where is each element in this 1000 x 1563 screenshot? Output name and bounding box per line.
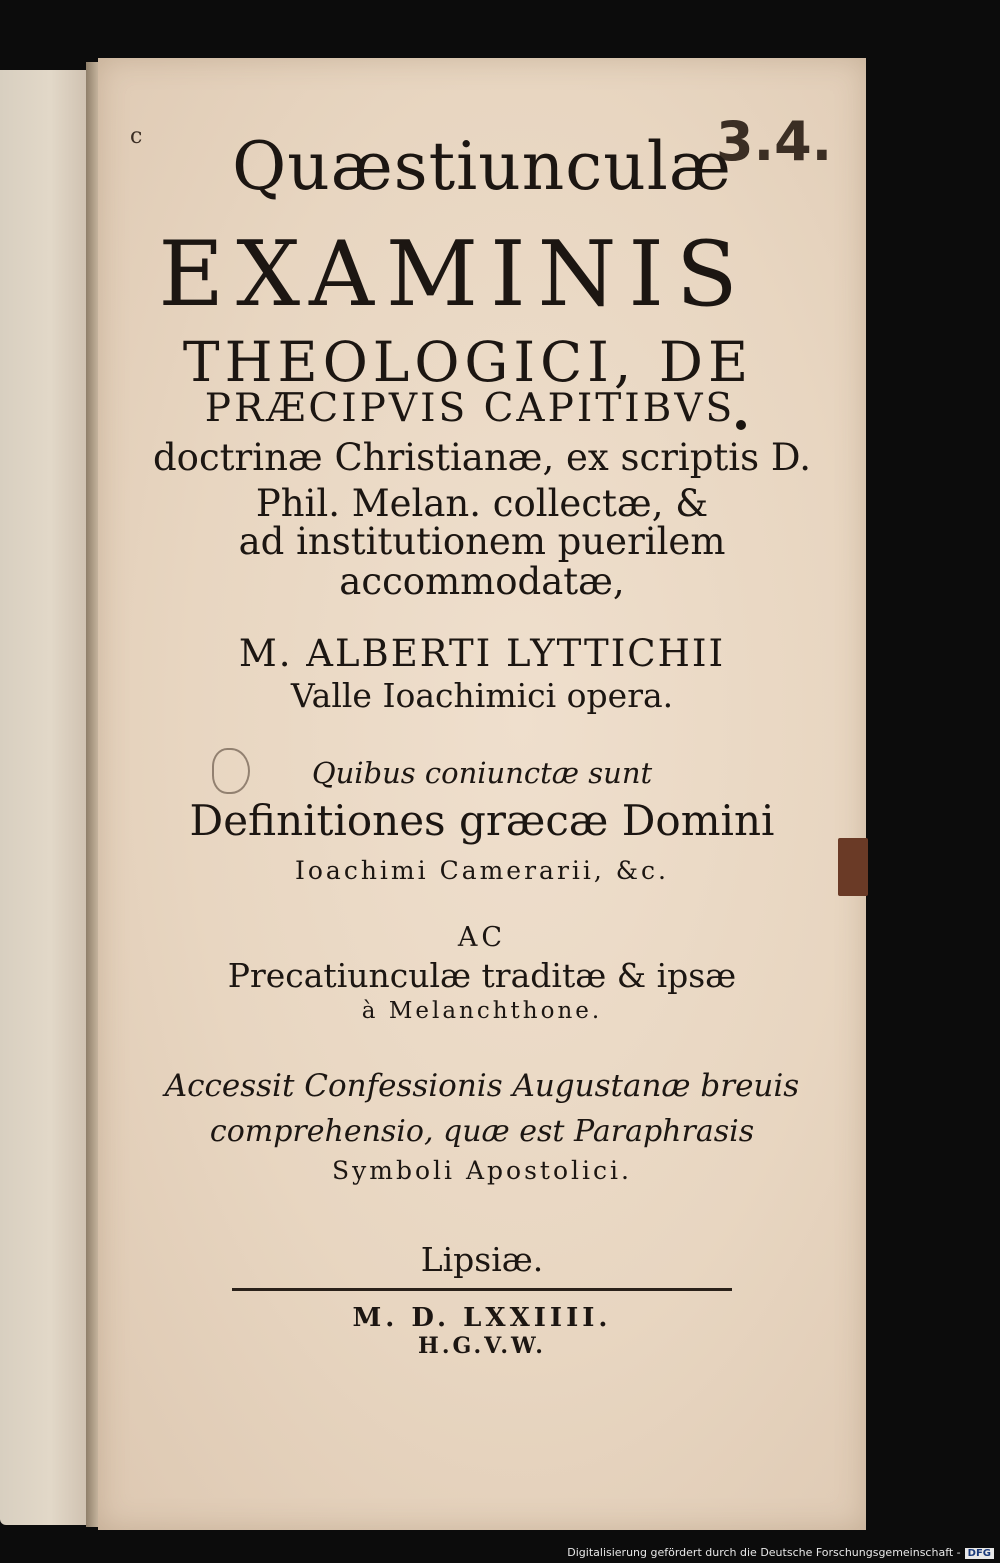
title-theologici: THEOLOGICI, DE xyxy=(182,330,754,394)
imprint-rule xyxy=(232,1288,732,1291)
imprint-printer: H.G.V.W. xyxy=(418,1333,546,1359)
subtitle-melanchthone: à Melanchthone. xyxy=(361,998,603,1024)
subtitle-ac: AC xyxy=(457,922,507,953)
subtitle-accessit: Accessit Confessionis Augustanæ breuis xyxy=(164,1068,800,1104)
title-praecipuis: PRÆCIPVIS CAPITIBVS xyxy=(204,386,736,431)
author-origin: Valle Ioachimici opera. xyxy=(290,676,674,715)
subtitle-precatiunculae: Precatiunculæ traditæ & ipsæ xyxy=(227,956,737,995)
title-quaestiunculae: Quæstiunculæ xyxy=(232,128,732,205)
subtitle-comprehensio: comprehensio, quæ est Paraphrasis xyxy=(209,1114,755,1149)
subtitle-ioachimi: Ioachimi Camerarii, &c. xyxy=(294,856,669,885)
footer-credit-text: Digitalisierung gefördert durch die Deutsche Forschungsgemeinschaft - xyxy=(567,1546,961,1559)
imprint-year: M. D. LXXIIII. xyxy=(352,1303,612,1333)
title-accommodatae: accommodatæ, xyxy=(339,560,625,603)
shelf-mark-annotation: 3.4. xyxy=(716,110,833,173)
title-ad-institutionem: ad institutionem puerilem xyxy=(238,520,726,563)
margin-annotation-c: c xyxy=(130,124,143,149)
subtitle-symboli: Symboli Apostolici. xyxy=(332,1156,632,1185)
imprint-place: Lipsiæ. xyxy=(420,1240,544,1279)
dfg-logo-icon: DFG xyxy=(965,1548,994,1559)
footer-credit xyxy=(0,1546,994,1559)
title-doctrinae: doctrinæ Christianæ, ex scriptis D. xyxy=(153,436,811,479)
title-phil-melan: Phil. Melan. collectæ, & xyxy=(255,482,709,525)
author-name: M. ALBERTI LYTTICHII xyxy=(238,632,726,675)
subtitle-definitiones: Definitiones græcæ Domini xyxy=(189,796,775,845)
subtitle-quibus: Quibus coniunctæ sunt xyxy=(311,756,653,790)
title-examinis: EXAMINIS xyxy=(158,222,750,327)
